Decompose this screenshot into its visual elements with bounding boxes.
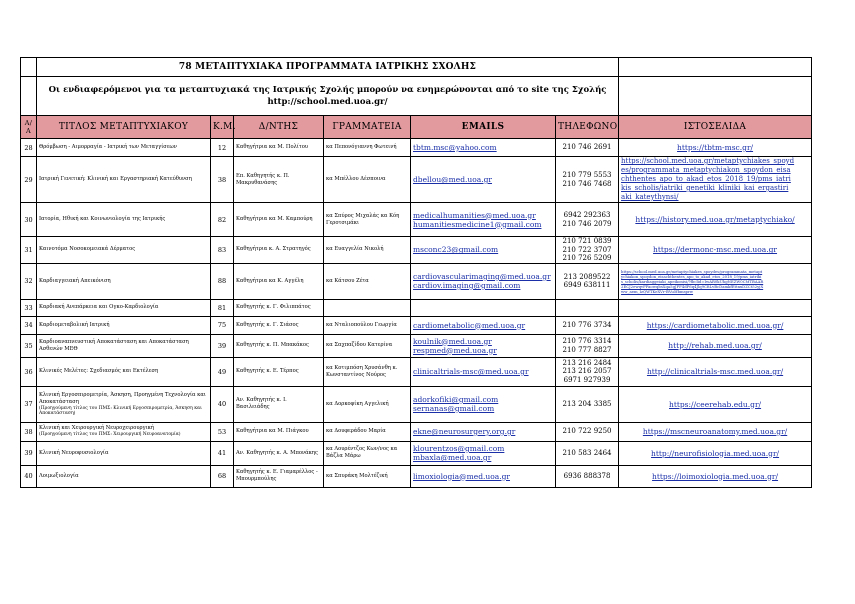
website [619, 357, 812, 386]
program-previous-title: (Προηγούμενη τίτλος του ΠΜΣ: Χειρουργική Νευροανατομία) [39, 432, 181, 438]
email-link[interactable]: tbtm.msc@yahoo.com [413, 143, 497, 152]
programs-table [20, 57, 812, 488]
website-link[interactable]: https://mscneuroanatomy.med.uoa.gr/ [642, 427, 788, 436]
phone-number: 6971 927939 [563, 375, 611, 384]
email-link[interactable]: dbellou@med.uoa.gr [413, 175, 493, 184]
secretariat: κα Μπέλλου Δέσποινα [324, 157, 411, 203]
website-link[interactable]: https://dermonc-msc.med.uoa.gr [653, 245, 778, 255]
program-title [37, 386, 211, 422]
credit-units: 49 [211, 357, 234, 386]
website-link[interactable]: s_scholis/kardiaggeiaki_apeikonisi/?fbclid=IwAR0kUhgNEZW0CMTBAAR [621, 278, 764, 284]
website [619, 237, 812, 264]
header-website: ΙΣΤΟΣΕΛΙΔΑ [619, 116, 812, 139]
program-title [37, 465, 211, 487]
website-link[interactable]: ww_aem_IzQWTKeXVr-BVu5fbmsprw [621, 288, 694, 294]
credit-units: 75 [211, 316, 234, 334]
phones [556, 316, 619, 334]
phone-number: 210 777 8827 [562, 345, 612, 354]
phone-number: 213 216 2484 [562, 358, 612, 367]
table-row [21, 441, 812, 465]
website-link[interactable]: es/programmata_metaptychiakon_spoydon_eisa [621, 166, 791, 174]
website [619, 299, 812, 316]
secretariat: κα Σπυράκη Μολτέζική [324, 465, 411, 487]
director: Καθηγητής κ. Γ. Φιλιππάτος [234, 299, 324, 316]
email-link[interactable]: cardiov.imaging@gmail.com [413, 281, 521, 290]
email-link[interactable]: klourentzos@gmail.com [413, 444, 505, 453]
email-link[interactable]: ekne@neurosurgery.org.gr [413, 427, 516, 436]
website-link[interactable]: https://tbtm-msc.gr/ [677, 143, 754, 152]
row-number: 30 [21, 203, 37, 237]
row-number: 32 [21, 263, 37, 299]
row-number: 36 [21, 357, 37, 386]
phones [556, 386, 619, 422]
program-title [37, 334, 211, 357]
website-link[interactable]: 2ECJ2ewqvFFaowqbsXqa5gJFF4dF6q4Jlq9CfiLvBcDamkfEttnxDZCt52yjX [621, 283, 764, 289]
website [619, 203, 812, 237]
email-link[interactable]: humanitiesmedicine1@gmail.com [413, 219, 542, 229]
phone-number: 210 746 2079 [562, 219, 612, 228]
website-link[interactable]: https://loimoxiologia.med.uoa.gr/ [652, 471, 779, 481]
program-title-text: Λοιμωξιολογία [39, 472, 79, 479]
table-row [21, 357, 812, 386]
email-link[interactable]: sernanas@gmail.com [413, 404, 495, 413]
phones [556, 465, 619, 487]
credit-units: 39 [211, 334, 234, 357]
website [619, 139, 812, 157]
header-director: Δ/ΝΤΗΣ [234, 116, 324, 139]
row-number: 31 [21, 237, 37, 264]
director: Επ. Καθηγητής κ. Π. Μακρυθανάσης [234, 157, 324, 203]
director: Καθηγήτρια κα Μ. Πολίτου [234, 139, 324, 157]
credit-units: 68 [211, 465, 234, 487]
emails [411, 263, 556, 299]
credit-units: 41 [211, 441, 234, 465]
program-title-text: Καρδιακή Ανεπάρκεια και Ογκο-Καρδιολογία [39, 304, 159, 310]
program-title [37, 299, 211, 316]
director: Καθηγητής κ. Ε. Τέρπος [234, 357, 324, 386]
row-number: 35 [21, 334, 37, 357]
director: Καθηγήτρια κ. Α. Στρατηγός [234, 237, 324, 264]
header-phone: ΤΗΛΕΦΩΝΟ [556, 116, 619, 139]
header-emails: EMAILS [411, 116, 556, 139]
program-title [37, 357, 211, 386]
credit-units: 81 [211, 299, 234, 316]
credit-units: 53 [211, 422, 234, 441]
program-title-text: Ιατορία, Ηθική και Κοινωνιολογία της Ιατρικής [39, 216, 166, 222]
program-title-text: Κλινικές Μελέτες: Σχεδιασμός και Εκτέλεση [39, 368, 159, 374]
row-number: 28 [21, 139, 37, 157]
email-link[interactable]: koulnik@med.uoa.gr [413, 336, 492, 346]
table-row [21, 422, 812, 441]
phone-number: 210 776 3314 [562, 337, 612, 345]
phones [556, 441, 619, 465]
table-row [21, 203, 812, 237]
email-link[interactable]: cardiovascularimaging@med.uoa.gr [413, 272, 551, 281]
director: Καθηγήτρια κα Κ. Αγγέλη [234, 263, 324, 299]
program-title-text: Θρόμβωση - Αιμορραγία - Ιατρική των Μεταγγίσεων [39, 144, 177, 150]
header-num: Α/Α [21, 116, 37, 139]
title-row [21, 58, 812, 77]
phone-number: 6936 888378 [563, 471, 611, 480]
phone-number: 210 776 3734 [562, 320, 612, 329]
program-title [37, 139, 211, 157]
credit-units: 12 [211, 139, 234, 157]
phone-number: 6942 292363 [563, 211, 611, 219]
secretariat [324, 299, 411, 316]
program-title-text: Καρδιαγγειακή Απεικόνιση [39, 277, 111, 284]
program-title [37, 157, 211, 203]
email-link[interactable]: respmed@med.uoa.gr [413, 345, 497, 355]
website [619, 386, 812, 422]
website-link[interactable]: kis_scholis/iatriki_genetiki_kliniki_kai_ergastiri [621, 184, 789, 192]
email-link[interactable]: medicalhumanities@med.uoa.gr [413, 210, 536, 220]
subtitle-row [21, 77, 812, 116]
table-row [21, 263, 812, 299]
website-link[interactable]: https://ceerehab.edu.gr/ [669, 399, 762, 409]
website-link[interactable]: http://rehab.med.uoa.gr/ [668, 341, 762, 350]
email-link[interactable]: msconc23@gmail.com [413, 245, 499, 255]
table-row [21, 386, 812, 422]
row-number: 33 [21, 299, 37, 316]
row-number: 34 [21, 316, 37, 334]
phones [556, 203, 619, 237]
emails [411, 357, 556, 386]
table-row [21, 139, 812, 157]
phone-number: 210 583 2464 [562, 448, 612, 457]
program-title-text: Κλινική Νευροφυσιολογία [39, 449, 109, 456]
email-link[interactable]: mbaxla@med.uoa.gr [413, 453, 492, 462]
emails [411, 386, 556, 422]
emails [411, 422, 556, 441]
table-title: 78 ΜΕΤΑΠΤΥΧΙΑΚΑ ΠΡΟΓΡΑΜΜΑΤΑ ΙΑΤΡΙΚΗΣ ΣΧΟΛΗΣ [37, 58, 619, 77]
school-site-link[interactable]: http://school.med.uoa.gr/ [267, 97, 388, 107]
secretariat: κα Σαχπαζίδου Κατερίνα [324, 334, 411, 357]
website-link[interactable]: https://history.med.uoa.gr/metaptychiako/ [635, 215, 795, 224]
program-title-text: Κλινική και Χειρουργική Νευροχειρουργική [39, 425, 155, 432]
secretariat: κα Λουρέντζος Κων/νος κα Βάζλα Μάρω [324, 441, 411, 465]
phone-number: 213 204 3385 [562, 399, 612, 408]
program-title-text: Καρδιοαναπνευστική Αποκατάσταση και Αποκατάσταση Ασθενών ΜΕΘ [39, 338, 189, 352]
emails [411, 316, 556, 334]
header-title: ΤΙΤΛΟΣ ΜΕΤΑΠΤΥΧΙΑΚΟΥ [37, 116, 211, 139]
phones [556, 422, 619, 441]
program-title-text: Καρδιομεταβολική Ιατρική [39, 321, 110, 328]
row-number: 38 [21, 422, 37, 441]
table-row [21, 299, 812, 316]
secretariat: κα Νταλιοπούλου Γεωργία [324, 316, 411, 334]
subtitle-text: Οι ενδιαφερόμενοι για τα μεταπτυχιακά της Ιατρικής Σχολής μπορούν να ενημερώνονται από το site της Σχολής [48, 85, 607, 95]
program-previous-title: (Προηγούμενη τίτλος του ΠΜΣ: Κλινική Εργοσπιρομετρία, Άσκηση και Αποκατάσταση) [39, 405, 202, 416]
phones [556, 237, 619, 264]
website [619, 441, 812, 465]
credit-units: 38 [211, 157, 234, 203]
website [619, 465, 812, 487]
secretariat: κα Πεπονόγιαννη Φωτεινή [324, 139, 411, 157]
phone-number: 210 722 3707 [562, 245, 612, 254]
phones [556, 299, 619, 316]
phone-number: 6949 638111 [563, 281, 611, 289]
program-title [37, 263, 211, 299]
website-link[interactable]: https://school.med.uoa.gr/metaptychiakes_spoydes/programmata_metapt [621, 268, 763, 274]
website [619, 422, 812, 441]
email-link[interactable]: clinicaltrials-msc@med.uoa.gr [413, 367, 529, 376]
website-link[interactable]: https://cardiometabolic.med.uoa.gr/ [646, 320, 784, 330]
director: Αν. Καθηγητής κ. Ι. Βασιλειάδης [234, 386, 324, 422]
secretariat: κα Δορκοφίκη Αγγελική [324, 386, 411, 422]
program-title-text: Ιατρική Γενετική: Κλινική και Εργαστηριακή Κατεύθυνση [39, 176, 192, 182]
row-number: 37 [21, 386, 37, 422]
secretariat: κα Δουφεράδου Μαρία [324, 422, 411, 441]
table-row [21, 465, 812, 487]
website-link[interactable]: aki_kateythynsi/ [621, 193, 679, 201]
secretariat: κα Κάτσου Ζέτα [324, 263, 411, 299]
phone-number: 210 722 9250 [562, 427, 612, 436]
row-number: 29 [21, 157, 37, 203]
header-secretariat: ΓΡΑΜΜΑΤΕΙΑ [324, 116, 411, 139]
phones [556, 357, 619, 386]
emails [411, 334, 556, 357]
website-link[interactable]: http://clinicaltrials-msc.med.uoa.gr/ [646, 367, 784, 376]
emails [411, 203, 556, 237]
website [619, 334, 812, 357]
phones [556, 139, 619, 157]
phone-number: 210 779 5553 [562, 171, 612, 179]
header-row [21, 116, 812, 139]
table-row [21, 157, 812, 203]
phone-number: 210 746 2691 [562, 143, 612, 152]
program-title [37, 203, 211, 237]
emails [411, 139, 556, 157]
phones [556, 157, 619, 203]
table-row [21, 334, 812, 357]
emails [411, 465, 556, 487]
phone-number: 210 726 5209 [562, 254, 612, 262]
director: Καθηγητής κ. Γ. Σιάσος [234, 316, 324, 334]
phones [556, 334, 619, 357]
table-row [21, 316, 812, 334]
email-link[interactable]: limoxiologia@med.uoa.gr [413, 471, 510, 481]
website [619, 157, 812, 203]
director: Καθηγητής κ. Π. Μπακάκος [234, 334, 324, 357]
phones [556, 263, 619, 299]
emails [411, 299, 556, 316]
phone-number: 213 216 2057 [562, 367, 612, 376]
website-link[interactable]: ychiakon_spoydon_eisachthentes_apo_to_akad_etos_2018_19/pms_iatriki [621, 273, 762, 279]
website-link[interactable]: https://school.med.uoa.gr/metaptychiakes_spoyd [621, 157, 795, 165]
program-title-text: Καινοτόμα Νοσοκομειακά Δέρματος [39, 246, 136, 253]
director: Αν. Καθηγητής κ. Α. Μπονάκης [234, 441, 324, 465]
secretariat: κα Σπύρος Μιχαλάς κα Κόη Γεροτσιμάκι [324, 203, 411, 237]
credit-units: 82 [211, 203, 234, 237]
director: Καθηγήτρια κα Μ. Καμπούρη [234, 203, 324, 237]
phone-number: 210 746 7468 [562, 179, 612, 188]
program-title [37, 422, 211, 441]
credit-units: 83 [211, 237, 234, 264]
program-title [37, 237, 211, 264]
subtitle [37, 77, 619, 116]
website-link[interactable]: chthentes_apo_to_akad_etos_2018_19/pms_iatri [621, 175, 791, 183]
emails [411, 441, 556, 465]
program-title [37, 316, 211, 334]
table-row [21, 237, 812, 264]
website [619, 316, 812, 334]
emails [411, 237, 556, 264]
website [619, 263, 812, 299]
program-title [37, 441, 211, 465]
row-number: 40 [21, 465, 37, 487]
phone-number: 213 2089522 [563, 272, 611, 281]
program-title-text: Κλινική Εργοσπιρομετρία, Άσκηση, Προηγμένη Τεχνολογία και Αποκατάσταση [39, 391, 206, 405]
email-link[interactable]: adorkofiki@gmail.com [413, 395, 499, 404]
emails [411, 157, 556, 203]
header-km: Κ.Μ. [211, 116, 234, 139]
website-link[interactable]: http://neurofisiologia.med.uoa.gr/ [651, 448, 780, 458]
director: Καθηγήτρια κα Μ. Πιάγκου [234, 422, 324, 441]
email-link[interactable]: cardiometabolic@med.uoa.gr [413, 320, 526, 330]
phone-number: 210 721 0839 [562, 237, 612, 245]
credit-units: 40 [211, 386, 234, 422]
credit-units: 88 [211, 263, 234, 299]
director: Καθηγητής κ. Ε. Γιαμαρέλλος - Μπουρμπούλης [234, 465, 324, 487]
secretariat: κα Κοτιμπόση Χρυσάνθη κ. Κωνσταντίνος Νούρος [324, 357, 411, 386]
row-number: 39 [21, 441, 37, 465]
secretariat: κα Ευαγγελία Νικολή [324, 237, 411, 264]
